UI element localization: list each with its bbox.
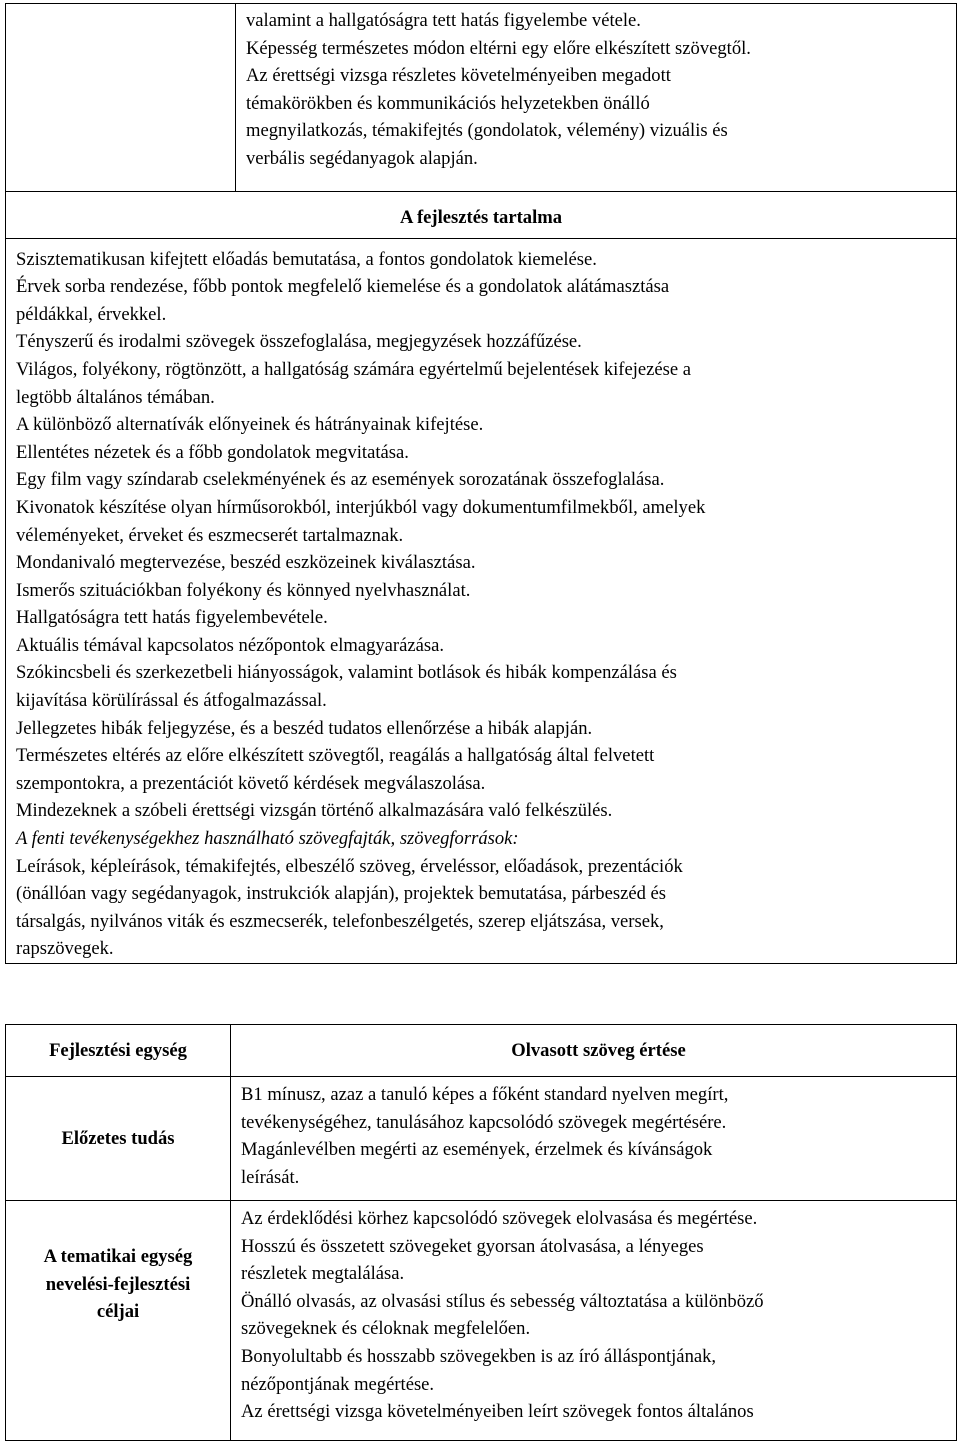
content-line: Szókincsbeli és szerkezetbeli hiányosságok, valamint botlások és hibák kompenzálása és [16, 662, 677, 684]
prior-line: tevékenységéhez, tanulásához kapcsolódó szövegek megértésére. [241, 1111, 727, 1133]
goals-line: szövegeknek és céloknak megfelelően. [241, 1318, 531, 1340]
prior-text [241, 1081, 956, 1191]
goals-label-line: nevelési-fejlesztési [45, 1273, 191, 1295]
content-line: véleményeket, érveket és eszmecserét tartalmaznak. [16, 524, 404, 546]
content-line: Ellentétes nézetek és a főbb gondolatok megvitatása. [16, 441, 409, 463]
goals-line: Önálló olvasás, az olvasási stílus és sebesség változtatása a különböző [241, 1290, 764, 1312]
content-line: példákkal, érvekkel. [16, 303, 167, 325]
intro-line: témakörökben és kommunikációs helyzetekben önálló [246, 92, 650, 114]
unit-label-cell [6, 1025, 231, 1077]
prior-label-cell [6, 1077, 231, 1201]
unit-label: Fejlesztési egység [49, 1039, 187, 1061]
content-line: Világos, folyékony, rögtönzött, a hallgatóság számára egyértelmű bejelentések kifejezése a [16, 358, 692, 380]
content-line: Aktuális témával kapcsolatos nézőpontok elmagyarázása. [16, 634, 445, 656]
text-types-line: (önállóan vagy segédanyagok, instrukciók alapján), projektek bemutatása, párbeszéd és [16, 883, 667, 905]
content-line: Mondanivaló megtervezése, beszéd eszközeinek kiválasztása. [16, 552, 476, 574]
prior-value-cell [231, 1077, 957, 1201]
content-line: Kivonatok készítése olyan hírműsorokból, interjúkból vagy dokumentumfilmekből, amelyek [16, 496, 706, 518]
intro-text [246, 7, 956, 173]
prior-line: Magánlevélben megérti az események, érzelmek és kívánságok [241, 1139, 713, 1161]
content-line: Hallgatóságra tett hatás figyelembevétele. [16, 607, 328, 629]
curriculum-table-top [5, 3, 957, 964]
intro-line: valamint a hallgatóságra tett hatás figyelembe vétele. [246, 10, 641, 31]
content-line: Érvek sorba rendezése, főbb pontok megfelelő kiemelése és a gondolatok alátámasztása [16, 276, 670, 298]
content-line: szempontokra, a prezentációt követő kérdések megválaszolása. [16, 772, 486, 794]
content-line: Szisztematikusan kifejtett előadás bemutatása, a fontos gondolatok kiemelése. [16, 248, 597, 270]
goals-label-line: céljai [96, 1301, 140, 1323]
goals-line: részletek megtalálása. [241, 1263, 405, 1285]
intro-line: verbális segédanyagok alapján. [246, 147, 478, 169]
text-types-line: Leírások, képleírások, témakifejtés, elbeszélő szöveg, érveléssor, előadások, prezentációk [16, 855, 683, 877]
text-types-line: rapszövegek. [16, 938, 114, 960]
goals-line: nézőpontjának megértése. [241, 1373, 435, 1395]
unit-value: Olvasott szöveg értése [511, 1039, 686, 1061]
content-line: Ismerős szituációkban folyékony és könnyed nyelvhasználat. [16, 579, 471, 601]
prior-line: B1 mínusz, azaz a tanuló képes a főként standard nyelven megírt, [241, 1084, 729, 1105]
content-line: kijavítása körülírással és átfogalmazással. [16, 690, 327, 712]
content-line: Természetes eltérés az előre elkészített szövegtől, reagálás a hallgatóság által felvetett [16, 745, 655, 767]
goals-label-cell [6, 1201, 231, 1441]
section-heading: A fejlesztés tartalma [399, 206, 563, 228]
intro-line: megnyilatkozás, témakifejtés (gondolatok, vélemény) vizuális és [246, 120, 728, 142]
text-types-heading: A fenti tevékenységekhez használható szövegfajták, szövegforrások: [16, 828, 519, 850]
prior-line: leírását. [241, 1166, 300, 1188]
content-line: A különböző alternatívák előnyeinek és hátrányainak kifejtése. [16, 414, 484, 436]
content-line: Jellegzetes hibák feljegyzése, és a beszéd tudatos ellenőrzése a hibák alapján. [16, 717, 593, 739]
goals-label-line: A tematikai egység [43, 1246, 193, 1267]
content-line: Egy film vagy színdarab cselekményének és az események sorozatának összefoglalása. [16, 469, 665, 491]
text-types-line: társalgás, nyilvános viták és eszmecserék, telefonbeszélgetés, szerep eljátszása, versek, [16, 910, 664, 932]
content-line: Tényszerű és irodalmi szövegek összefoglalása, megjegyzések hozzáfűzése. [16, 331, 582, 353]
empty-label-cell [6, 4, 236, 192]
content-line: Mindezeknek a szóbeli érettségi vizsgán történő alkalmazására való felkészülés. [16, 800, 613, 822]
intro-line: Az érettségi vizsga részletes követelményeiben megadott [246, 65, 671, 87]
goals-line: Az érettségi vizsga követelményeiben leírt szövegek fontos általános [241, 1401, 754, 1423]
goals-text [241, 1205, 956, 1426]
goals-value-cell [231, 1201, 957, 1441]
unit-value-cell [231, 1025, 957, 1077]
goals-line: Az érdeklődési körhez kapcsolódó szövegek elolvasása és megértése. [241, 1208, 758, 1229]
content-cell [6, 238, 957, 963]
intro-cell [236, 4, 957, 192]
content-text [16, 246, 956, 963]
prior-label: Előzetes tudás [61, 1127, 175, 1149]
content-line: legtöbb általános témában. [16, 386, 215, 408]
curriculum-table-bottom [5, 1024, 957, 1441]
goals-line: Hosszú és összetett szövegeket gyorsan átolvasása, a lényeges [241, 1235, 704, 1257]
goals-line: Bonyolultabb és hosszabb szövegekben is az író álláspontjának, [241, 1345, 717, 1367]
heading-cell [6, 191, 957, 238]
intro-line: Képesség természetes módon eltérni egy előre elkészített szövegtől. [246, 37, 751, 59]
